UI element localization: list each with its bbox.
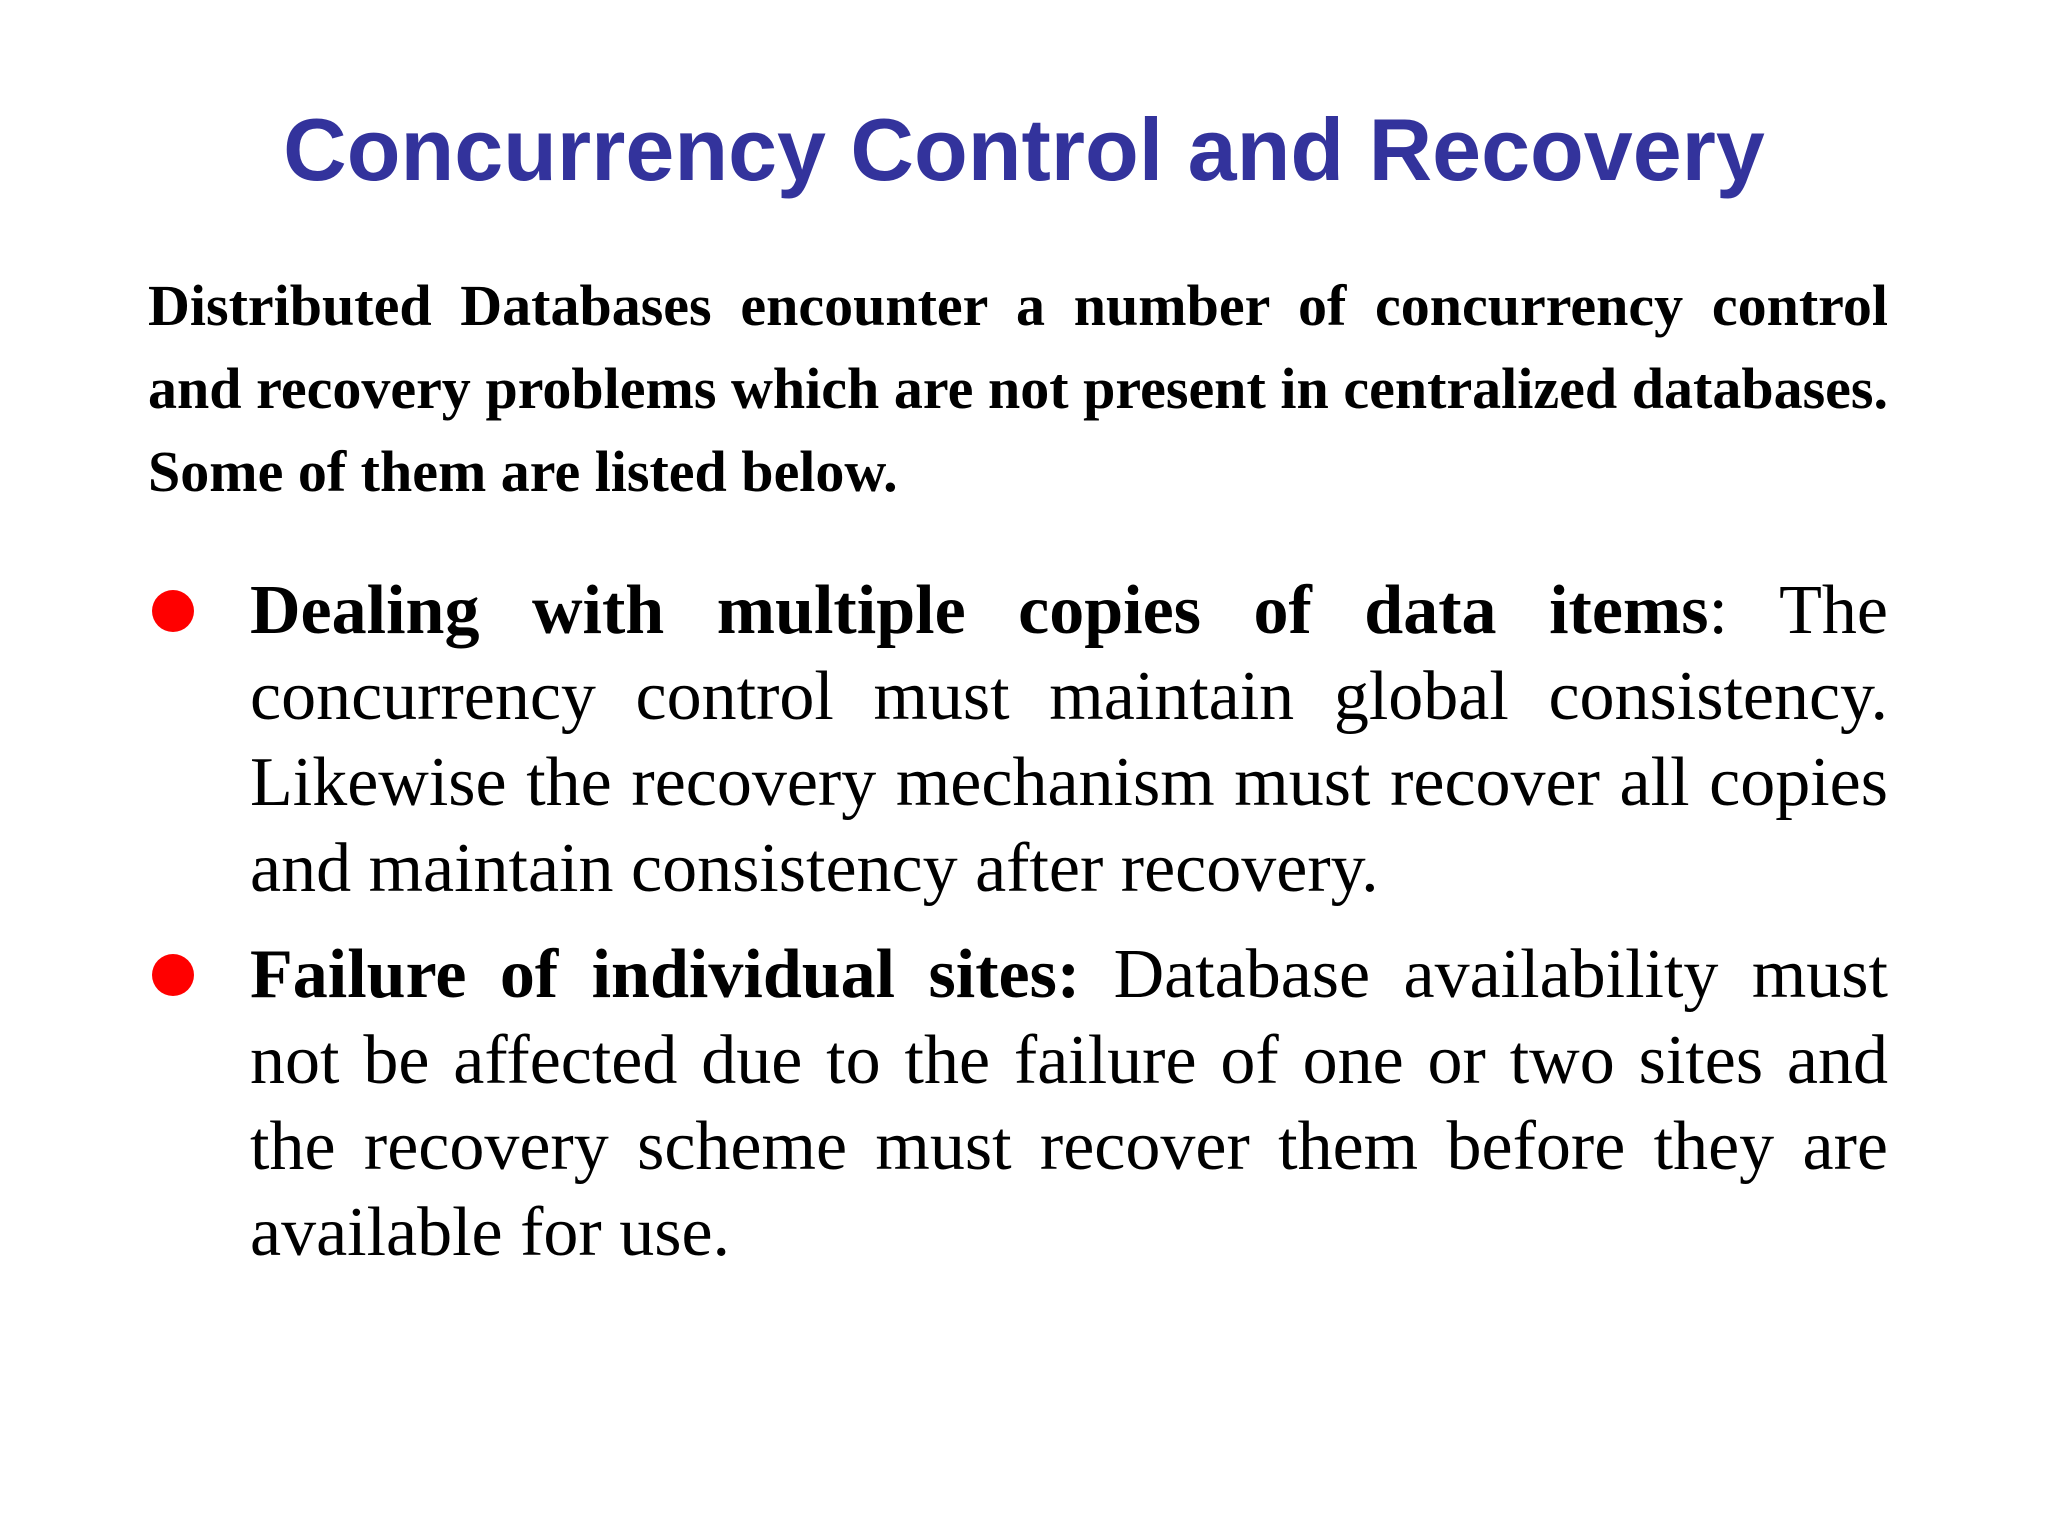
bullet-heading: Failure of individual sites: <box>250 936 1081 1013</box>
bullet-item-site-failure <box>148 932 1888 1276</box>
bullet-list <box>148 568 1888 1296</box>
bullet-heading: Dealing with multiple copies of data items <box>250 572 1709 649</box>
intro-paragraph: Distributed Databases encounter a number of concurrency control and recovery problems which are not present in centralized databases. Some of them are listed below. <box>148 273 1888 504</box>
bullet-text: The concurrency control must maintain global consistency. Likewise the recovery mechanism must recover all copies and maintain consistency after recovery. <box>250 572 1888 907</box>
bullet-separator <box>1080 936 1113 1013</box>
bullet-dot-icon <box>152 590 194 632</box>
bullet-text: Database availability must not be affected due to the failure of one or two sites and the recovery scheme must recover them before they are available for use. <box>250 936 1888 1271</box>
bullet-item-multiple-copies <box>148 568 1888 912</box>
bullet-separator: : <box>1708 572 1780 649</box>
bullet-dot-icon <box>152 954 194 996</box>
slide-title: Concurrency Control and Recovery <box>283 100 1765 199</box>
